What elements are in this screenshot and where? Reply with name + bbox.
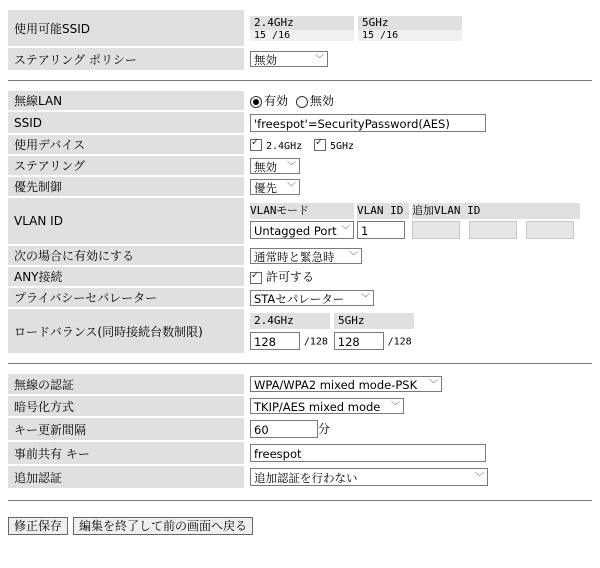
extra-vlan-input-1[interactable] xyxy=(412,221,460,239)
chevron-down-icon: ﹀ xyxy=(314,55,324,65)
lb-5-input[interactable]: 128 xyxy=(334,332,384,350)
chevron-down-icon: ﹀ xyxy=(390,402,400,412)
psk-input[interactable]: freespot xyxy=(250,444,486,462)
chevron-down-icon: ﹀ xyxy=(360,293,370,304)
auth-select[interactable]: WPA/WPA2 mixed mode-PSK ﹀ xyxy=(250,376,442,392)
vlan-label: VLAN ID xyxy=(8,198,244,244)
lb-5-max: /128 xyxy=(387,336,412,347)
extra-vlan-input-3[interactable] xyxy=(526,221,574,239)
lb-5-block xyxy=(334,313,414,329)
band-24-header: 2.4GHz xyxy=(250,16,354,30)
extra-vlan-input-2[interactable] xyxy=(469,221,517,239)
section-divider xyxy=(8,80,592,81)
wlan-table xyxy=(8,89,592,355)
available-ssid-values xyxy=(244,10,592,46)
steering-policy-select[interactable]: 無効 ﹀ xyxy=(250,51,328,67)
extra-auth-label: 追加認証 xyxy=(8,466,244,488)
vlan-mode-select[interactable]: Untagged Port ﹀ xyxy=(250,221,354,239)
privacy-label: プライバシーセパレーター xyxy=(8,288,244,307)
band-24-count: 15 /16 xyxy=(250,30,354,41)
section-divider xyxy=(8,500,592,501)
band-24-block xyxy=(250,16,354,41)
available-ssid-label: 使用可能SSID xyxy=(8,10,244,46)
ssid-label: SSID xyxy=(8,112,244,133)
chevron-down-icon: ﹀ xyxy=(286,161,296,172)
steering-select[interactable]: 無効 ﹀ xyxy=(250,158,300,174)
any-label: ANY接続 xyxy=(8,267,244,286)
radio-disabled[interactable] xyxy=(296,96,308,108)
band-5-count: 15 /16 xyxy=(358,30,462,41)
ssid-input[interactable]: 'freespot'=SecurityPassword(AES) xyxy=(250,114,486,132)
chevron-down-icon: ﹀ xyxy=(474,473,484,483)
enable-when-label: 次の場合に有効にする xyxy=(8,246,244,265)
vlan-id-header: VLAN ID xyxy=(357,203,409,219)
lb-24-max: /128 xyxy=(303,336,328,347)
button-bar xyxy=(8,517,600,535)
lb-24-header: 2.4GHz xyxy=(250,313,330,329)
band-5-block xyxy=(358,16,462,41)
device-24-checkbox[interactable] xyxy=(250,139,262,151)
wireless-settings-page xyxy=(0,8,600,568)
any-checkbox-label: 許可する xyxy=(266,270,315,284)
vlan-extra-header: 追加VLAN ID xyxy=(412,203,580,219)
chevron-down-icon: ﹀ xyxy=(348,251,358,262)
band-5-header: 5GHz xyxy=(358,16,462,30)
radio-enabled[interactable] xyxy=(250,96,262,108)
device-24-label: 2.4GHz xyxy=(266,140,303,152)
section-divider xyxy=(8,363,592,364)
lb-5-header: 5GHz xyxy=(334,313,414,329)
lb-24-input[interactable]: 128 xyxy=(250,332,300,350)
device-5-label: 5GHz xyxy=(329,140,355,152)
device-label: 使用デバイス xyxy=(8,135,244,154)
wireless-lan-label: 無線LAN xyxy=(8,91,244,110)
lb-24-block xyxy=(250,313,330,329)
vlan-mode-header: VLANモード xyxy=(250,203,354,219)
extra-auth-select[interactable]: 追加認証を行わない ﹀ xyxy=(250,468,488,486)
enc-select[interactable]: TKIP/AES mixed mode ﹀ xyxy=(250,398,404,414)
security-table xyxy=(8,372,592,490)
ssid-availability-table xyxy=(8,8,592,72)
radio-disabled-label: 無効 xyxy=(309,94,334,108)
enc-label: 暗号化方式 xyxy=(8,396,244,416)
psk-label: 事前共有 キー xyxy=(8,442,244,464)
vlan-id-input[interactable]: 1 xyxy=(357,221,405,239)
load-balance-label: ロードバランス(同時接続台数制限) xyxy=(8,309,244,353)
any-checkbox[interactable] xyxy=(250,272,262,284)
privacy-select[interactable]: STAセパレーター ﹀ xyxy=(250,290,374,306)
auth-label: 無線の認証 xyxy=(8,374,244,394)
priority-label: 優先制御 xyxy=(8,177,244,196)
rekey-label: キー更新間隔 xyxy=(8,418,244,440)
steering-label: ステアリング xyxy=(8,156,244,175)
save-button[interactable]: 修正保存 xyxy=(8,517,68,535)
radio-enabled-label: 有効 xyxy=(264,94,289,108)
chevron-down-icon: ﹀ xyxy=(428,380,438,390)
enable-when-select[interactable]: 通常時と緊急時 ﹀ xyxy=(250,248,362,264)
vlan-grid xyxy=(247,201,583,241)
chevron-down-icon: ﹀ xyxy=(286,182,296,193)
chevron-down-icon: ﹀ xyxy=(340,226,350,236)
rekey-unit: 分 xyxy=(318,421,331,436)
rekey-input[interactable]: 60 xyxy=(250,420,318,438)
device-5-checkbox[interactable] xyxy=(314,139,326,151)
steering-policy-label: ステアリング ポリシー xyxy=(8,48,244,70)
priority-select[interactable]: 優先 ﹀ xyxy=(250,179,300,195)
back-button[interactable]: 編集を終了して前の画面へ戻る xyxy=(73,517,253,535)
